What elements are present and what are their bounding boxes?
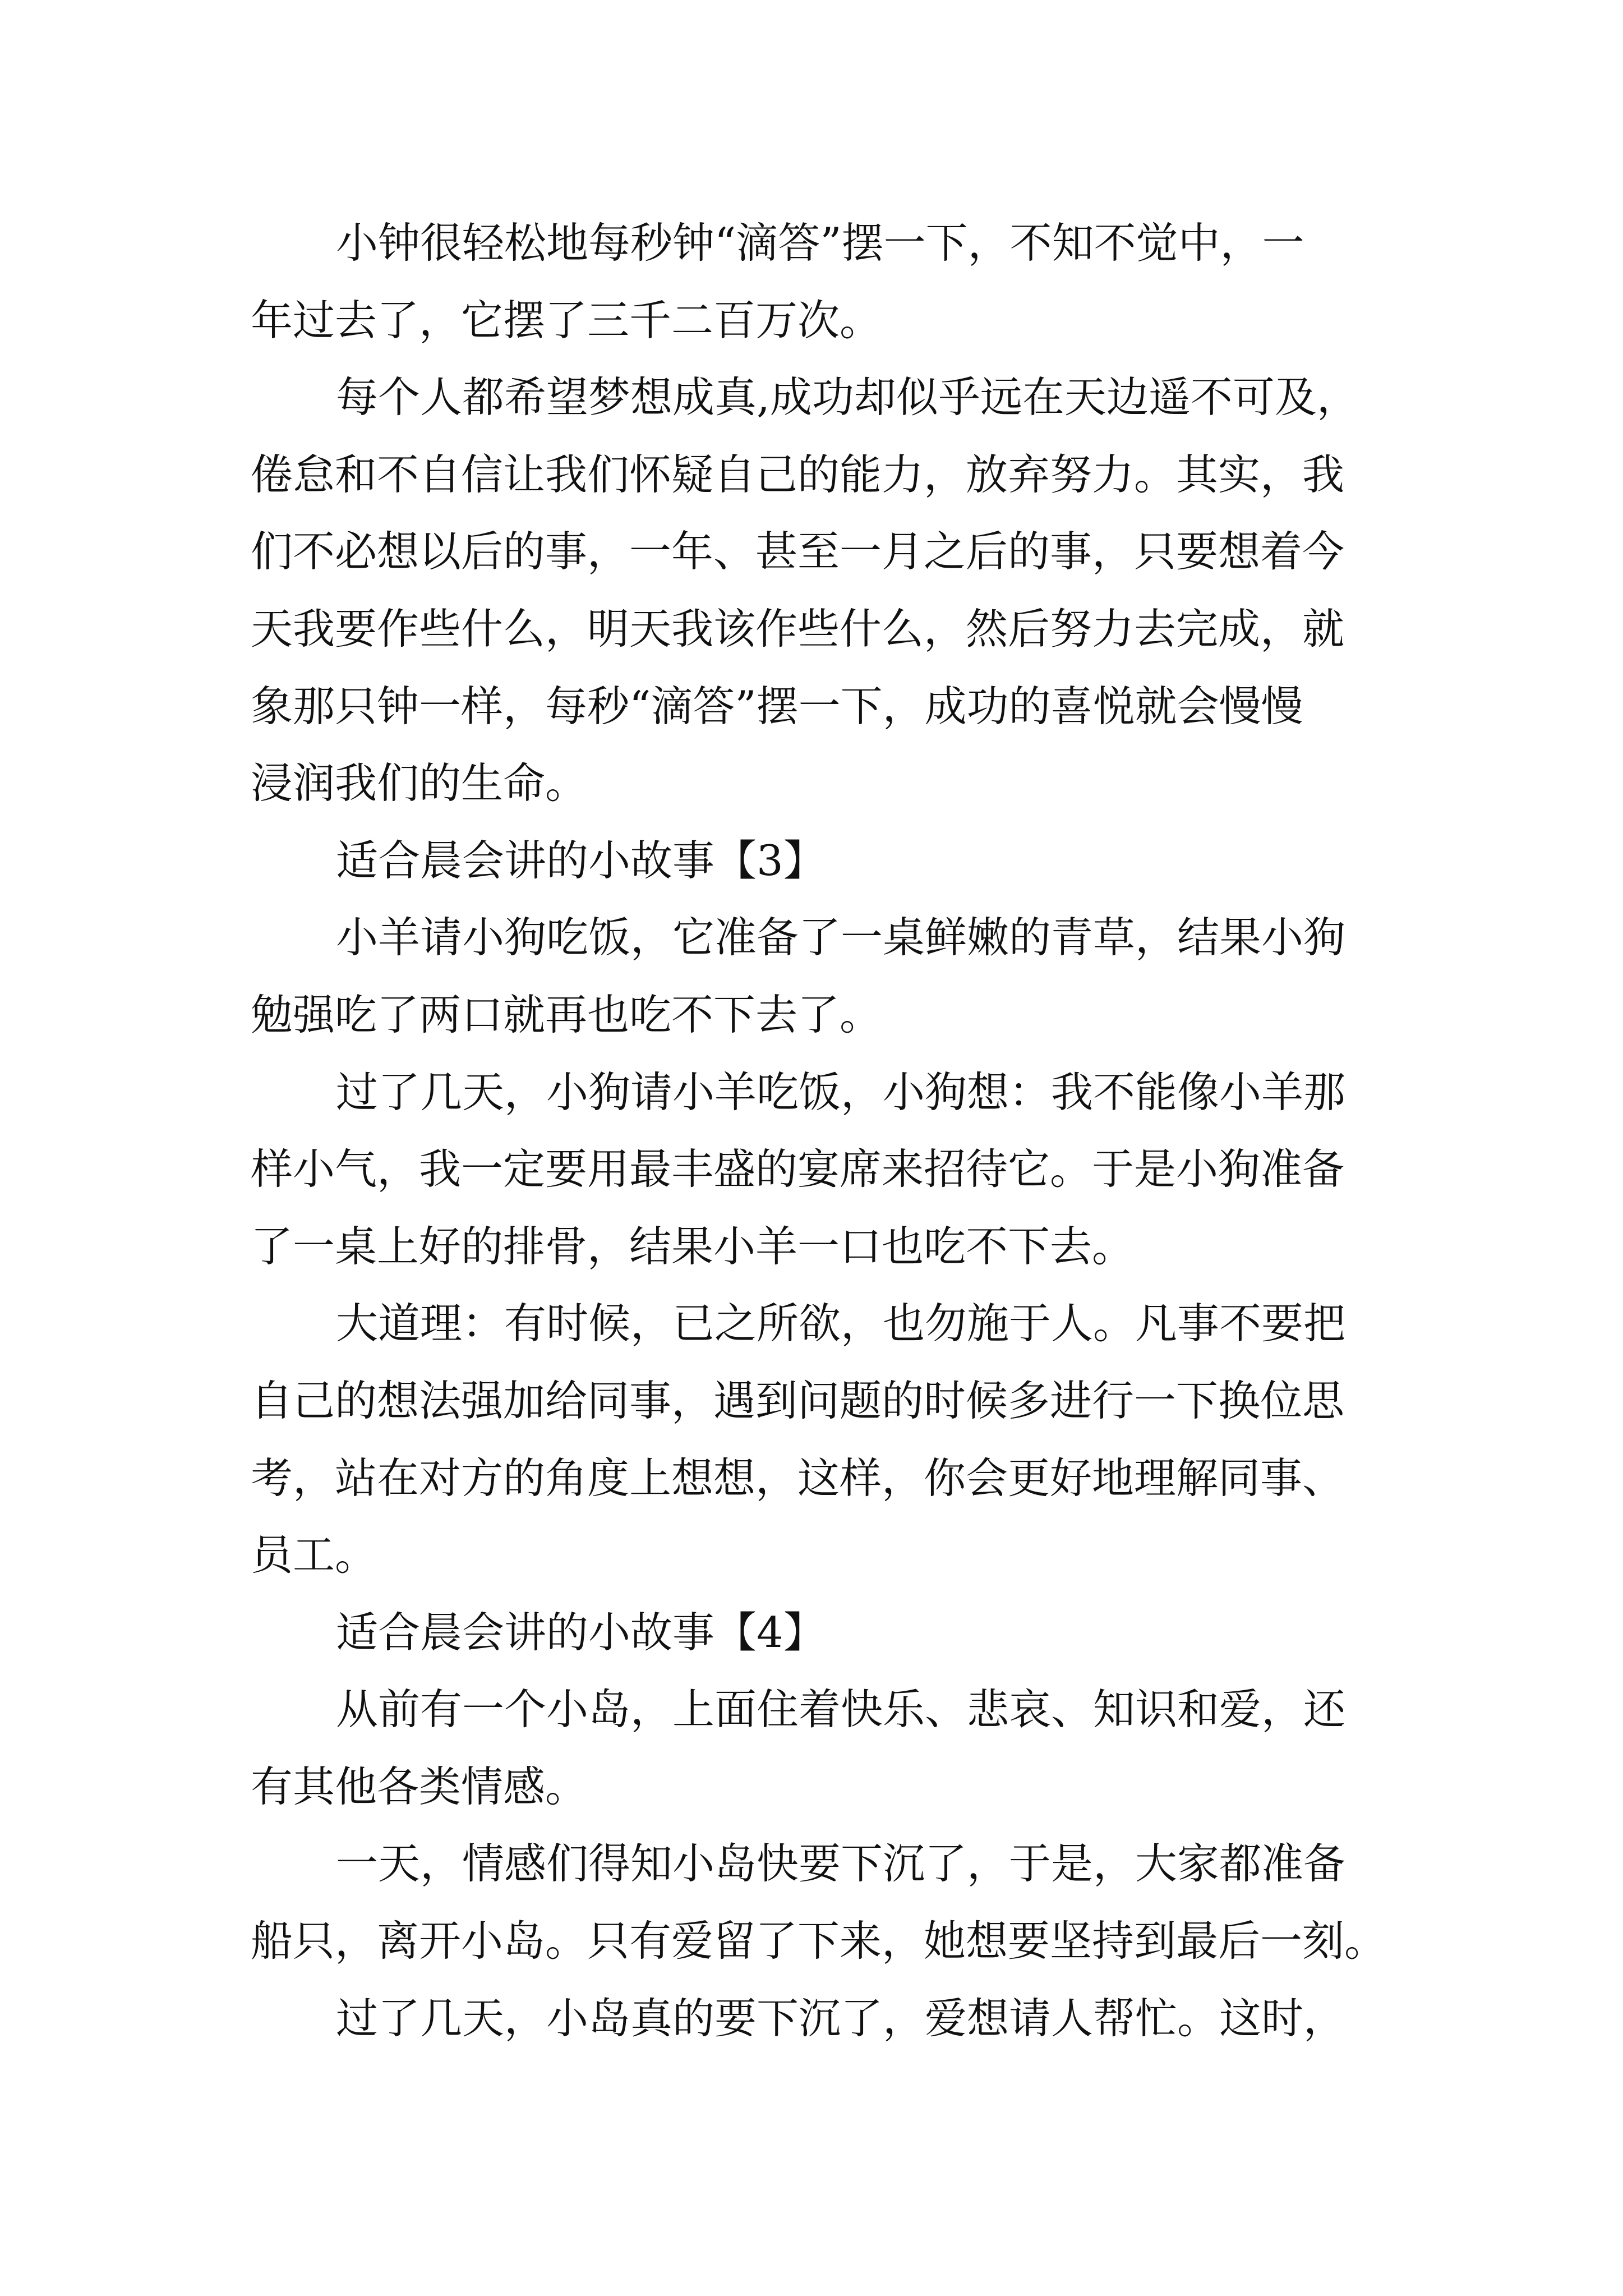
paragraph <box>251 1671 1484 1825</box>
paragraph <box>251 1980 1484 2058</box>
paragraph-line: 年过去了，它摆了三千二百万次。 <box>251 295 882 345</box>
paragraph <box>251 1054 1484 1286</box>
paragraph-line: 船只，离开小岛。只有爱留了下来，她想要坚持到最后一刻。 <box>251 1916 1387 1966</box>
paragraph <box>251 1825 1484 1980</box>
section-heading-text: 适合晨会讲的小故事【3】 <box>336 835 826 885</box>
paragraph <box>251 359 1484 822</box>
paragraph-line: 每个人都希望梦想成真,成功却似乎远在天边遥不可及， <box>336 372 1359 422</box>
paragraph-line: 自己的想法强加给同事，遇到问题的时候多进行一下换位思 <box>251 1375 1345 1425</box>
paragraph <box>251 899 1484 1053</box>
paragraph-line: 天我要作些什么，明天我该作些什么，然后努力去完成，就 <box>251 604 1345 654</box>
paragraph-line: 员工。 <box>251 1530 377 1580</box>
paragraph-line: 们不必想以后的事，一年、甚至一月之后的事，只要想着今 <box>251 527 1345 577</box>
paragraph-line: 从前有一个小岛，上面住着快乐、悲哀、知识和爱，还 <box>336 1685 1346 1734</box>
section-heading <box>251 1594 1484 1672</box>
paragraph <box>251 1285 1484 1594</box>
paragraph-line: 小羊请小狗吃饭，它准备了一桌鲜嫩的青草，结果小狗 <box>336 913 1346 963</box>
paragraph-line: 考，站在对方的角度上想想，这样，你会更好地理解同事、 <box>251 1453 1345 1503</box>
paragraph-line: 大道理：有时候，已之所欲，也勿施于人。凡事不要把 <box>336 1299 1346 1349</box>
section-heading-text: 适合晨会讲的小故事【4】 <box>336 1607 826 1657</box>
paragraph-line: 倦怠和不自信让我们怀疑自己的能力，放弃努力。其实，我 <box>251 449 1345 499</box>
paragraph-line: 有其他各类情感。 <box>251 1761 588 1811</box>
paragraph-line: 象那只钟一样，每秒“滴答”摆一下，成功的喜悦就会慢慢 <box>251 681 1303 731</box>
paragraph <box>251 205 1484 359</box>
paragraph-line: 一天，情感们得知小岛快要下沉了，于是，大家都准备 <box>336 1839 1346 1889</box>
paragraph-line: 小钟很轻松地每秒钟“滴答”摆一下，不知不觉中，一 <box>336 218 1304 268</box>
paragraph-line: 过了几天，小岛真的要下沉了，爱想请人帮忙。这时， <box>336 1993 1346 2043</box>
document-body <box>251 205 1484 2057</box>
paragraph-line: 了一桌上好的排骨，结果小羊一口也吃不下去。 <box>251 1221 1135 1271</box>
paragraph-line: 浸润我们的生命。 <box>251 758 588 808</box>
section-heading <box>251 822 1484 900</box>
paragraph-line: 勉强吃了两口就再也吃不下去了。 <box>251 990 882 1039</box>
paragraph-line: 过了几天，小狗请小羊吃饭，小狗想：我不能像小羊那 <box>336 1067 1346 1117</box>
paragraph-line: 样小气，我一定要用最丰盛的宴席来招待它。于是小狗准备 <box>251 1144 1345 1194</box>
